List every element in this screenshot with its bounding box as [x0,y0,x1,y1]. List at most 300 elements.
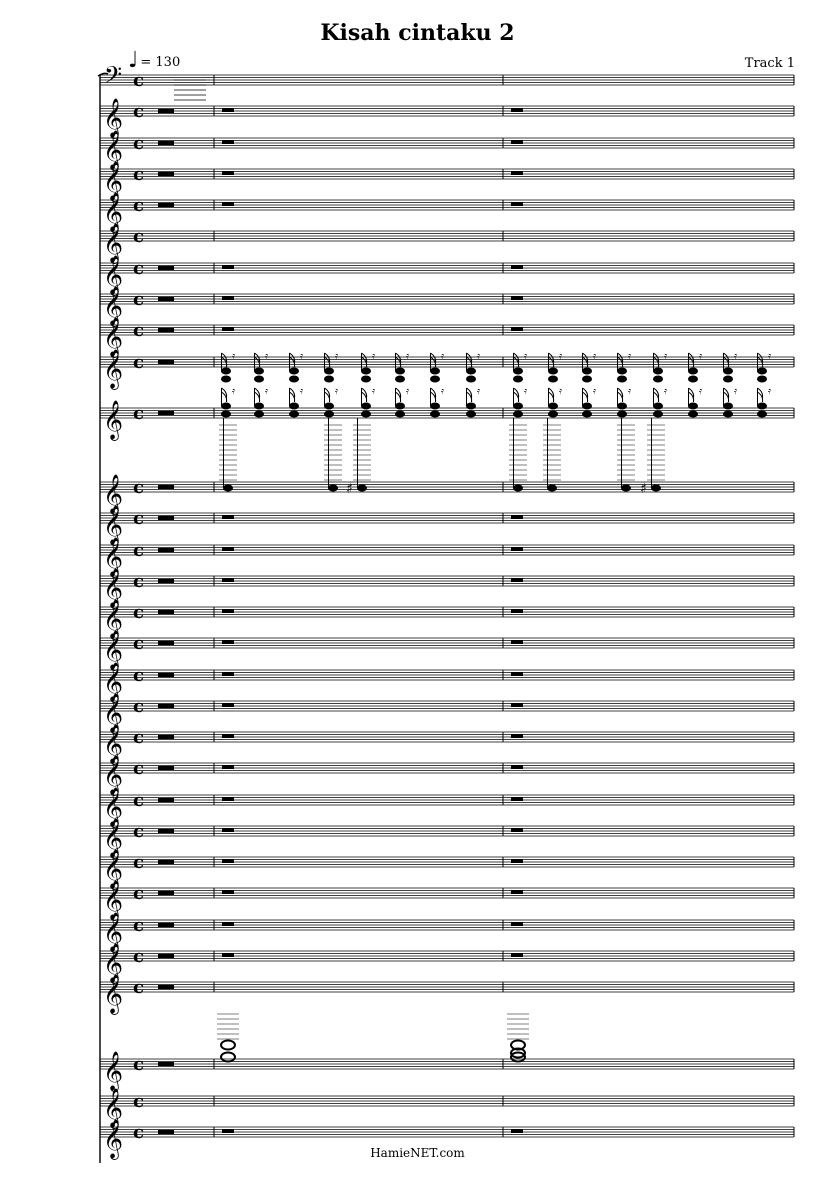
chord-upper-notehead [254,368,264,375]
staff-4 [100,161,794,202]
chord-upper-flag [362,353,367,367]
sixteenth-rest-icon: 𝄿 [699,351,703,362]
footer-credit: HamieNET.com [370,1146,465,1160]
half-rest [158,266,174,270]
sixteenth-rest-icon: 𝄿 [232,386,236,397]
staff-28 [100,974,794,1015]
chord-upper-notehead [466,368,476,375]
half-rest [158,985,174,989]
chord-lower-notehead [395,403,405,410]
sixteenth-rest-icon: 𝄿 [593,351,597,362]
sixteenth-rest-icon: 𝄿 [734,351,738,362]
chord-upper-notehead [617,368,627,375]
treble-clef-icon: 𝄞 [103,630,124,670]
chord-upper-notehead [723,376,733,383]
bass-notehead [223,484,233,491]
whole-rest [511,140,523,144]
whole-rest [222,1129,234,1133]
sixteenth-rest-icon: 𝄿 [372,386,376,397]
whole-rest [222,890,234,894]
treble-clef-icon: 𝄞 [103,662,124,702]
treble-clef-icon: 𝄞 [103,130,124,170]
sixteenth-rest-icon: 𝄿 [699,386,703,397]
sixteenth-rest-icon: 𝄿 [524,351,528,362]
common-time-icon: c [133,758,144,779]
half-rest [158,360,174,364]
common-time-icon: c [133,164,144,185]
chord-upper-notehead [395,368,405,375]
half-rest [158,735,174,739]
whole-rest [222,202,234,206]
half-rest [158,485,174,489]
treble-clef-icon: 𝄞 [103,849,124,889]
chord-upper-flag [654,353,659,367]
bass-notehead [357,484,367,491]
chord-upper-notehead [757,368,767,375]
chord-upper-notehead [221,368,231,375]
half-rest [158,579,174,583]
common-time-icon: c [133,790,144,811]
chord-upper-notehead [513,376,523,383]
chord-upper-notehead [430,368,440,375]
whole-rest [222,515,234,519]
sixteenth-rest-icon: 𝄿 [265,351,269,362]
common-time-icon: c [133,665,144,686]
common-time-icon: c [133,727,144,748]
treble-clef-icon: 𝄞 [103,286,124,326]
common-time-icon: c [133,133,144,154]
common-time-icon: c [133,101,144,122]
chord-upper-notehead [688,376,698,383]
sixteenth-rest-icon: 𝄿 [406,386,410,397]
staff-3 [100,130,794,171]
whole-rest [511,547,523,551]
staff-24 [100,849,794,890]
chord-lower-flag [618,388,623,402]
sixteenth-rest-icon: 𝄿 [524,386,528,397]
treble-clef-icon: 𝄞 [103,943,124,983]
staff-20 [100,724,794,765]
half-rest [158,328,174,332]
sharp-icon: ♯ [640,481,647,497]
chord-upper-notehead [361,368,371,375]
sixteenth-rest-icon: 𝄿 [441,351,445,362]
whole-rest [511,202,523,206]
treble-clef-icon: 𝄞 [103,161,124,201]
chord-lower-flag [467,388,472,402]
half-rest [158,548,174,552]
half-rest [158,891,174,895]
chord-upper-notehead [688,368,698,375]
chord-upper-notehead [221,376,231,383]
whole-rest [511,765,523,769]
whole-rest [511,922,523,926]
staff-2 [100,98,794,139]
common-time-icon: c [133,289,144,310]
chord-lower-notehead [617,411,627,418]
sixteenth-rest-icon: 𝄿 [406,351,410,362]
chord-upper-flag [758,353,763,367]
treble-clef-icon: 𝄞 [103,1051,124,1091]
chord-lower-notehead [361,403,371,410]
chord-upper-flag [618,353,623,367]
chord-upper-notehead [757,376,767,383]
whole-rest [222,640,234,644]
treble-clef-icon: 𝄞 [103,192,124,232]
chord-upper-flag [514,353,519,367]
sixteenth-rest-icon: 𝄿 [335,386,339,397]
staff-15 [100,568,794,609]
treble-clef-icon: 𝄞 [103,400,124,440]
chord-lower-flag [583,388,588,402]
sixteenth-rest-icon: 𝄿 [664,351,668,362]
half-rest [158,798,174,802]
common-time-icon: c [133,540,144,561]
staff-18 [100,662,794,703]
common-time-icon: c [133,1091,144,1112]
chord-upper-flag [689,353,694,367]
chord-lower-flag [431,388,436,402]
treble-clef-icon: 𝄞 [103,974,124,1014]
staff-29 [100,1051,794,1092]
staff-27 [100,943,794,984]
sixteenth-rest-icon: 𝄿 [477,386,481,397]
chord-upper-notehead [582,368,592,375]
chord-upper-notehead [617,376,627,383]
bass-clef-icon: 𝄢 [104,61,123,94]
chord-upper-flag [290,353,295,367]
bass-notehead [513,484,523,491]
treble-clef-icon: 𝄞 [103,537,124,577]
chord-upper-notehead [254,376,264,383]
whole-rest [222,171,234,175]
chord-upper-notehead [466,376,476,383]
whole-rest [222,797,234,801]
sixteenth-rest-icon: 𝄿 [628,351,632,362]
whole-rest [511,859,523,863]
treble-clef-icon: 𝄞 [103,880,124,920]
common-time-icon: c [133,883,144,904]
staff-5 [100,192,794,233]
whole-rest [511,890,523,894]
chord-lower-notehead [395,411,405,418]
sixteenth-rest-icon: 𝄿 [441,386,445,397]
chord-lower-flag [255,388,260,402]
whole-rest [511,327,523,331]
staff-19 [100,693,794,734]
staff-22 [100,787,794,828]
bass-notehead [547,484,557,491]
common-time-icon: c [133,571,144,592]
staff-13 [100,505,794,546]
common-time-icon: c [133,477,144,498]
chord-lower-notehead [466,411,476,418]
common-time-icon: c [133,915,144,936]
chord-upper-notehead [289,376,299,383]
chord-lower-flag [654,388,659,402]
whole-rest [511,734,523,738]
common-time-icon: c [133,977,144,998]
common-time-icon: c [133,508,144,529]
whole-rest [511,296,523,300]
bass-notehead [651,484,661,491]
common-time-icon: c [133,320,144,341]
chord-lower-notehead [688,403,698,410]
chord-lower-notehead [361,411,371,418]
chord-lower-notehead [653,411,663,418]
staff-6 [100,223,794,264]
chord-upper-flag [467,353,472,367]
chord-lower-notehead [653,403,663,410]
sixteenth-rest-icon: 𝄿 [477,351,481,362]
whole-rest [511,515,523,519]
chord-lower-flag [290,388,295,402]
whole-note [221,1041,235,1050]
chord-lower-flag [362,388,367,402]
common-time-icon: c [133,258,144,279]
sixteenth-rest-icon: 𝄿 [664,386,668,397]
half-rest [158,172,174,176]
chord-upper-notehead [324,368,334,375]
half-rest [158,829,174,833]
common-time-icon: c [133,946,144,967]
whole-rest [222,703,234,707]
whole-rest [511,171,523,175]
common-time-icon: c [133,821,144,842]
whole-rest [222,108,234,112]
sixteenth-rest-icon: 𝄿 [559,386,563,397]
chord-upper-notehead [324,376,334,383]
whole-rest [511,703,523,707]
whole-rest [222,609,234,613]
chord-lower-flag [724,388,729,402]
chord-upper-notehead [653,368,663,375]
half-rest [158,923,174,927]
whole-rest [222,547,234,551]
staff-23 [100,818,794,859]
chord-lower-notehead [757,403,767,410]
sixteenth-rest-icon: 𝄿 [232,351,236,362]
bass-notehead [621,484,631,491]
sixteenth-rest-icon: 𝄿 [300,386,304,397]
treble-clef-icon: 𝄞 [103,755,124,795]
whole-rest [222,953,234,957]
treble-clef-icon: 𝄞 [103,912,124,952]
half-rest [158,704,174,708]
track-label: Track 1 [744,56,795,71]
chord-upper-flag [255,353,260,367]
treble-clef-icon: 𝄞 [103,1088,124,1128]
whole-rest [222,296,234,300]
whole-rest [222,265,234,269]
staff-25 [100,880,794,921]
score-title: Kisah cintaku 2 [320,20,515,46]
chord-upper-notehead [548,376,558,383]
chord-upper-flag [724,353,729,367]
chord-lower-notehead [324,403,334,410]
treble-clef-icon: 𝄞 [103,505,124,545]
treble-clef-icon: 𝄞 [103,1119,124,1159]
chord-upper-flag [222,353,227,367]
sixteenth-rest-icon: 𝄿 [372,351,376,362]
chord-upper-notehead [361,376,371,383]
chord-lower-notehead [723,411,733,418]
chord-lower-notehead [513,411,523,418]
chord-lower-notehead [254,411,264,418]
sharp-icon: ♯ [346,481,353,497]
half-rest [158,1130,174,1134]
whole-rest [222,140,234,144]
half-rest [158,141,174,145]
sixteenth-rest-icon: 𝄿 [265,386,269,397]
chord-upper-notehead [653,376,663,383]
whole-rest [511,953,523,957]
half-rest [158,1062,174,1066]
chord-lower-notehead [582,403,592,410]
chord-upper-flag [549,353,554,367]
chord-lower-flag [549,388,554,402]
common-time-icon: c [133,70,144,91]
whole-rest [222,922,234,926]
chord-lower-notehead [757,411,767,418]
whole-rest [511,265,523,269]
staff-9 [100,317,794,358]
whole-rest [511,609,523,613]
chord-upper-notehead [723,368,733,375]
chord-lower-notehead [548,403,558,410]
sixteenth-rest-icon: 𝄿 [559,351,563,362]
common-time-icon: c [133,1054,144,1075]
staff-30 [100,1088,794,1129]
whole-rest [511,797,523,801]
staff-8 [100,286,794,327]
staff-12 [100,474,794,515]
chord-upper-flag [325,353,330,367]
common-time-icon: c [133,352,144,373]
chord-upper-notehead [289,368,299,375]
common-time-icon: c [133,403,144,424]
chord-lower-notehead [548,411,558,418]
treble-clef-icon: 𝄞 [103,98,124,138]
sixteenth-rest-icon: 𝄿 [768,351,772,362]
chord-upper-flag [396,353,401,367]
sixteenth-rest-icon: 𝄿 [335,351,339,362]
chord-lower-notehead [430,403,440,410]
chord-upper-notehead [582,376,592,383]
whole-rest [222,672,234,676]
half-rest [158,516,174,520]
whole-rest [222,765,234,769]
whole-rest [222,828,234,832]
half-rest [158,673,174,677]
common-time-icon: c [133,602,144,623]
chord-lower-flag [514,388,519,402]
sixteenth-rest-icon: 𝄿 [593,386,597,397]
chord-lower-notehead [221,403,231,410]
whole-rest [511,1129,523,1133]
chord-lower-notehead [324,411,334,418]
sixteenth-rest-icon: 𝄿 [734,386,738,397]
staff-1 [100,61,794,94]
chord-lower-notehead [688,411,698,418]
treble-clef-icon: 𝄞 [103,724,124,764]
common-time-icon: c [133,1122,144,1143]
whole-rest [222,734,234,738]
treble-clef-icon: 𝄞 [103,568,124,608]
sixteenth-rest-icon: 𝄿 [300,351,304,362]
staff-16 [100,599,794,640]
chord-upper-flag [583,353,588,367]
half-rest [158,109,174,113]
whole-rest [222,327,234,331]
treble-clef-icon: 𝄞 [103,255,124,295]
tempo-value: = 130 [140,55,181,70]
common-time-icon: c [133,696,144,717]
chord-upper-notehead [548,368,558,375]
whole-rest [222,859,234,863]
chord-lower-flag [758,388,763,402]
staff-26 [100,912,794,953]
common-time-icon: c [133,226,144,247]
chord-lower-notehead [289,403,299,410]
chord-upper-flag [431,353,436,367]
chord-lower-notehead [254,403,264,410]
half-rest [158,203,174,207]
chord-lower-flag [689,388,694,402]
chord-lower-notehead [289,411,299,418]
treble-clef-icon: 𝄞 [103,317,124,357]
whole-rest [222,578,234,582]
half-rest [158,860,174,864]
chord-lower-flag [396,388,401,402]
chord-lower-notehead [723,403,733,410]
chord-lower-notehead [430,411,440,418]
half-rest [158,411,174,415]
treble-clef-icon: 𝄞 [103,223,124,263]
sixteenth-rest-icon: 𝄿 [628,386,632,397]
sixteenth-rest-icon: 𝄿 [768,386,772,397]
chord-lower-flag [222,388,227,402]
treble-clef-icon: 𝄞 [103,599,124,639]
chord-upper-notehead [513,368,523,375]
half-rest [158,641,174,645]
chord-lower-flag [325,388,330,402]
staff-7 [100,255,794,296]
half-rest [158,954,174,958]
chord-upper-notehead [395,376,405,383]
chord-lower-notehead [466,403,476,410]
chord-lower-notehead [513,403,523,410]
whole-rest [511,578,523,582]
quarter-note-icon: ♩ [128,48,139,73]
whole-rest [511,828,523,832]
treble-clef-icon: 𝄞 [103,693,124,733]
whole-note [221,1053,235,1062]
treble-clef-icon: 𝄞 [103,787,124,827]
whole-rest [511,108,523,112]
common-time-icon: c [133,852,144,873]
treble-clef-icon: 𝄞 [103,818,124,858]
staff-21 [100,755,794,796]
whole-rest [511,672,523,676]
treble-clef-icon: 𝄞 [103,349,124,389]
treble-clef-icon: 𝄞 [103,474,124,514]
staff-14 [100,537,794,578]
common-time-icon: c [133,633,144,654]
common-time-icon: c [133,195,144,216]
half-rest [158,297,174,301]
chord-lower-notehead [617,403,627,410]
